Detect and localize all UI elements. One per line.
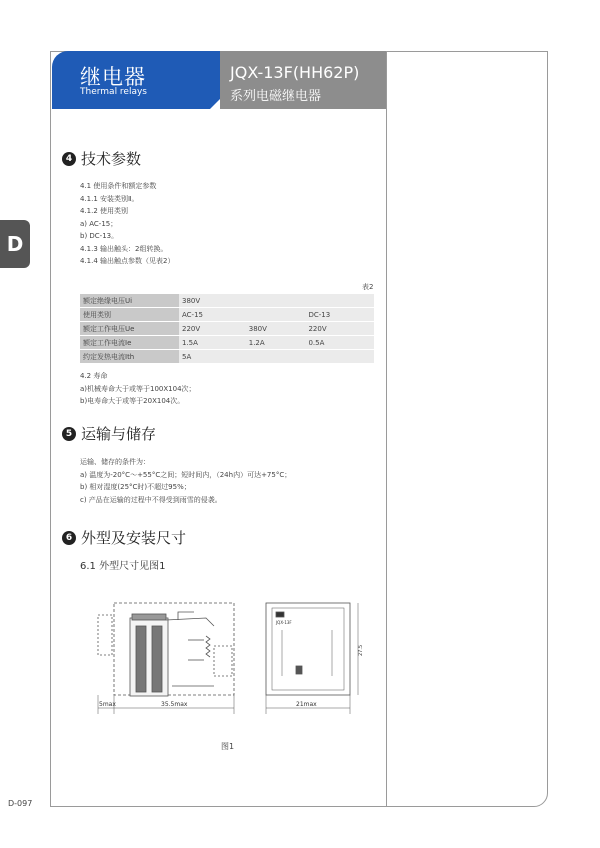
- section-number-badge: 4: [62, 152, 76, 166]
- table-row: [80, 322, 374, 336]
- table-cell: 220V: [179, 322, 246, 336]
- contact-params-table: [80, 294, 374, 364]
- side-tab: D: [0, 220, 30, 268]
- list-item: b)电寿命大于或等于20X104次。: [80, 397, 185, 405]
- table-cell-label: 额定绝缘电压Ui: [80, 294, 179, 308]
- section-title: 外型及安装尺寸: [81, 529, 187, 547]
- dimension-subtitle: 6.1 外型尺寸见图1: [80, 561, 166, 572]
- table-cell: [246, 294, 306, 308]
- table-cell: 380V: [179, 294, 246, 308]
- list-item: 4.1.4 输出触点参数（见表2）: [80, 257, 175, 265]
- list-item: 4.2 寿命: [80, 372, 108, 380]
- list-item: 4.1.3 输出触头：2组转换。: [80, 244, 168, 253]
- header-model-block: [220, 51, 386, 109]
- table-cell-label: 额定工作电压Ue: [80, 322, 179, 336]
- relay-dimension-drawing: [96, 600, 366, 725]
- transport-list: [80, 456, 291, 506]
- section-title: 运输与储存: [81, 425, 157, 443]
- table-row: [80, 336, 374, 350]
- header-notch: [210, 99, 220, 109]
- header-model: JQX-13F(HH62P): [230, 63, 360, 82]
- list-item: c) 产品在运输的过程中不得受到雨雪的侵袭。: [80, 495, 222, 504]
- section-number-badge: 5: [62, 427, 76, 441]
- table-cell: 0.5A: [305, 336, 374, 350]
- section-4-heading: [62, 148, 141, 169]
- header-title-cn: 继电器: [80, 65, 146, 89]
- section-title: 技术参数: [81, 150, 142, 168]
- list-item: a) AC-15；: [80, 219, 118, 228]
- table-cell: AC-15: [179, 308, 246, 322]
- list-item: b) 相对湿度(25°C时)不超过95%；: [80, 483, 191, 491]
- table-cell: 1.5A: [179, 336, 246, 350]
- table-cell-label: 使用类别: [80, 308, 179, 322]
- list-item: a) 温度为-20°C～+55°C之间；短时间内，（24h内）可达+75°C；: [80, 470, 292, 479]
- section-5-heading: [62, 423, 156, 444]
- list-item: 4.1.2 使用类别: [80, 207, 129, 215]
- table-row: [80, 308, 374, 322]
- table-cell: 220V: [305, 322, 374, 336]
- table-cell: 380V: [246, 322, 306, 336]
- table-row: [80, 294, 374, 308]
- header-title-en: Thermal relays: [80, 87, 147, 97]
- relay-side-view: [98, 603, 234, 714]
- table-cell: [246, 350, 306, 364]
- figure-caption: 图1: [221, 742, 235, 751]
- dim-label-21max: 21max: [296, 701, 317, 708]
- page-number: D-097: [8, 799, 33, 808]
- table-cell: [305, 294, 374, 308]
- table-caption: 表2: [362, 283, 374, 291]
- table-row: [80, 350, 374, 364]
- tech-params-list: [80, 180, 175, 268]
- table-cell: [246, 308, 306, 322]
- list-item: a)机械寿命大于或等于100X104次；: [80, 384, 196, 393]
- dim-label-5max: 5max: [99, 701, 116, 708]
- list-item: b) DC-13。: [80, 232, 119, 240]
- header-series: 系列电磁继电器: [230, 89, 322, 104]
- list-item: 4.1.1 安装类别Ⅱ。: [80, 194, 139, 203]
- header-category: [52, 51, 220, 109]
- list-item: 运输、储存的条件为：: [80, 458, 150, 466]
- dim-label-35max: 35.5max: [161, 701, 188, 708]
- table-cell-label: 额定工作电流Ie: [80, 336, 179, 350]
- table-cell: [305, 350, 374, 364]
- front-view-model-label: JQX-13F: [276, 620, 292, 625]
- table-cell: 5A: [179, 350, 246, 364]
- table-cell: 1.2A: [246, 336, 306, 350]
- section-number-badge: 6: [62, 531, 76, 545]
- list-item: 4.1 使用条件和额定参数: [80, 182, 157, 190]
- life-list: [80, 370, 196, 408]
- table-cell: DC-13: [305, 308, 374, 322]
- table-cell-label: 约定发热电流Ith: [80, 350, 179, 364]
- column-divider: [386, 51, 387, 807]
- dim-label-27: 27.5: [358, 644, 364, 656]
- section-6-heading: [62, 527, 186, 548]
